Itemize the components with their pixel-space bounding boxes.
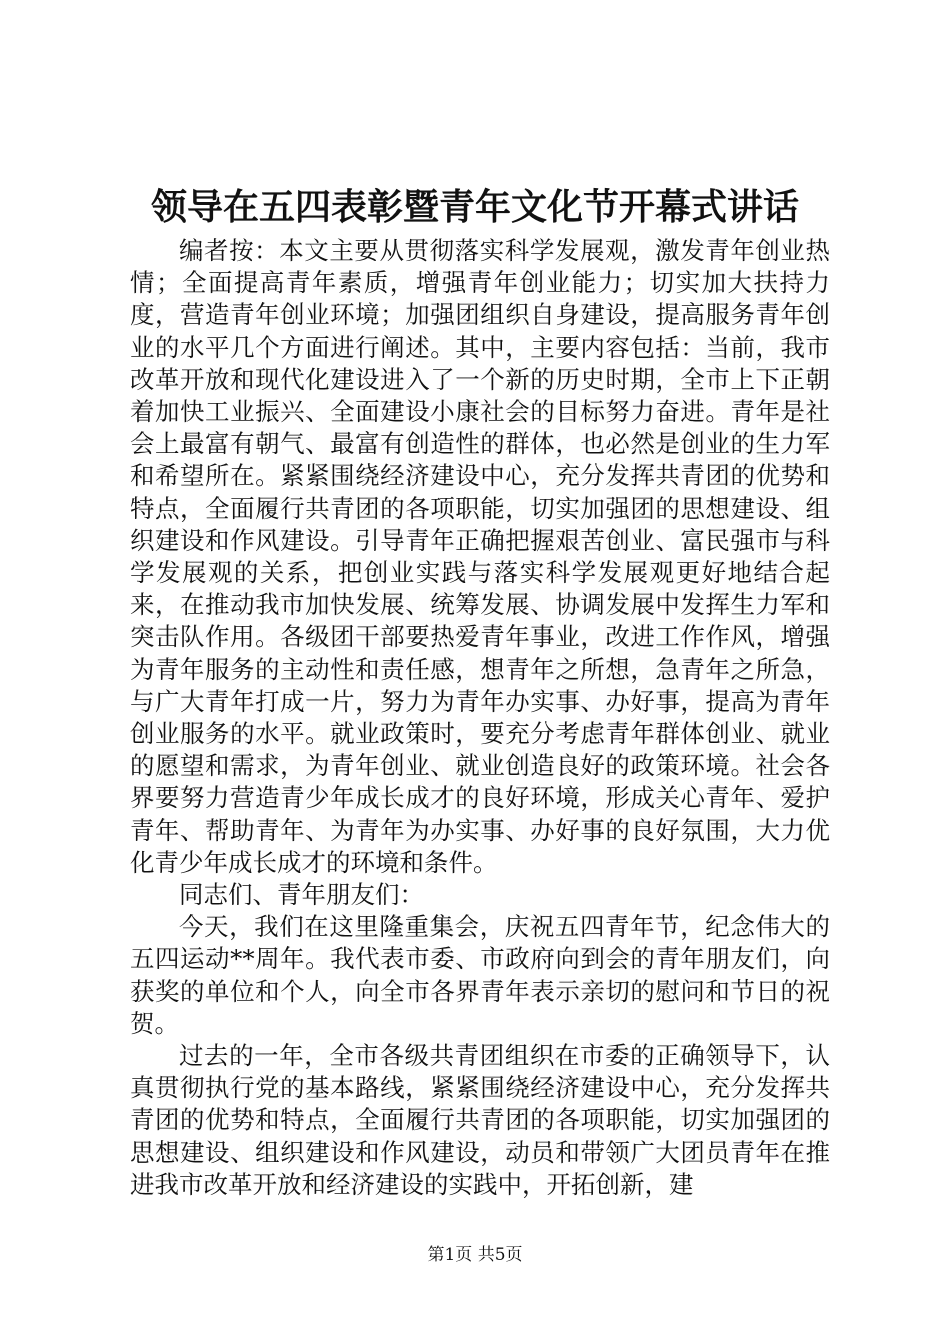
page-number-footer: 第1页 共5页 xyxy=(427,1245,523,1265)
paragraph-editor-note: 编者按：本文主要从贯彻落实科学发展观，激发青年创业热情；全面提高青年素质，增强青年创业能力；切实加大扶持力度，营造青年创业环境；加强团组织自身建设，提高服务青年创业的水平几个方面进行阐述。其中，主要内容包括：当前，我市改革开放和现代化建设进入了一个新的历史时期，全市上下正朝着加快工业振兴、全面建设小康社会的目标努力奋进。青年是社会上最富有朝气、最富有创造性的群体，也必然是创业的生力军和希望所在。紧紧围绕经济建设中心，充分发挥共青团的优势和特点，全面履行共青团的各项职能，切实加强团的思想建设、组织建设和作风建设。引导青年正确把握艰苦创业、富民强市与科学发展观的关系，把创业实践与落实科学发展观更好地结合起来，在推动我市加快发展、统筹发展、协调发展中发挥生力军和突击队作用。各级团干部要热爱青年事业，改进工作作风，增强为青年服务的主动性和责任感，想青年之所想，急青年之所急，与广大青年打成一片，努力为青年办实事、办好事，提高为青年创业服务的水平。就业政策时，要充分考虑青年群体创业、就业的愿望和需求，为青年创业、就业创造良好的政策环境。社会各界要努力营造青少年成长成才的良好环境，形成关心青年、爱护青年、帮助青年、为青年为办实事、办好事的良好氛围，大力优化青少年成长成才的环境和条件。 xyxy=(130,236,830,877)
document-title: 领导在五四表彰暨青年文化节开幕式讲话 xyxy=(150,186,799,228)
document-body xyxy=(130,235,830,1201)
paragraph-review: 过去的一年，全市各级共青团组织在市委的正确领导下，认真贯彻执行党的基本路线，紧紧围绕经济建设中心，充分发挥共青团的优势和特点，全面履行共青团的各项职能，切实加强团的思想建设、组织建设和作风建设，动员和带领广大团员青年在推进我市改革开放和经济建设的实践中，开拓创新，建 xyxy=(130,1041,830,1199)
paragraph-opening: 今天，我们在这里隆重集会，庆祝五四青年节，纪念伟大的五四运动**周年。我代表市委、市政府向到会的青年朋友们，向获奖的单位和个人，向全市各界青年表示亲切的慰问和节日的祝贺。 xyxy=(130,912,830,1038)
paragraph-salutation: 同志们、青年朋友们： xyxy=(179,880,424,910)
